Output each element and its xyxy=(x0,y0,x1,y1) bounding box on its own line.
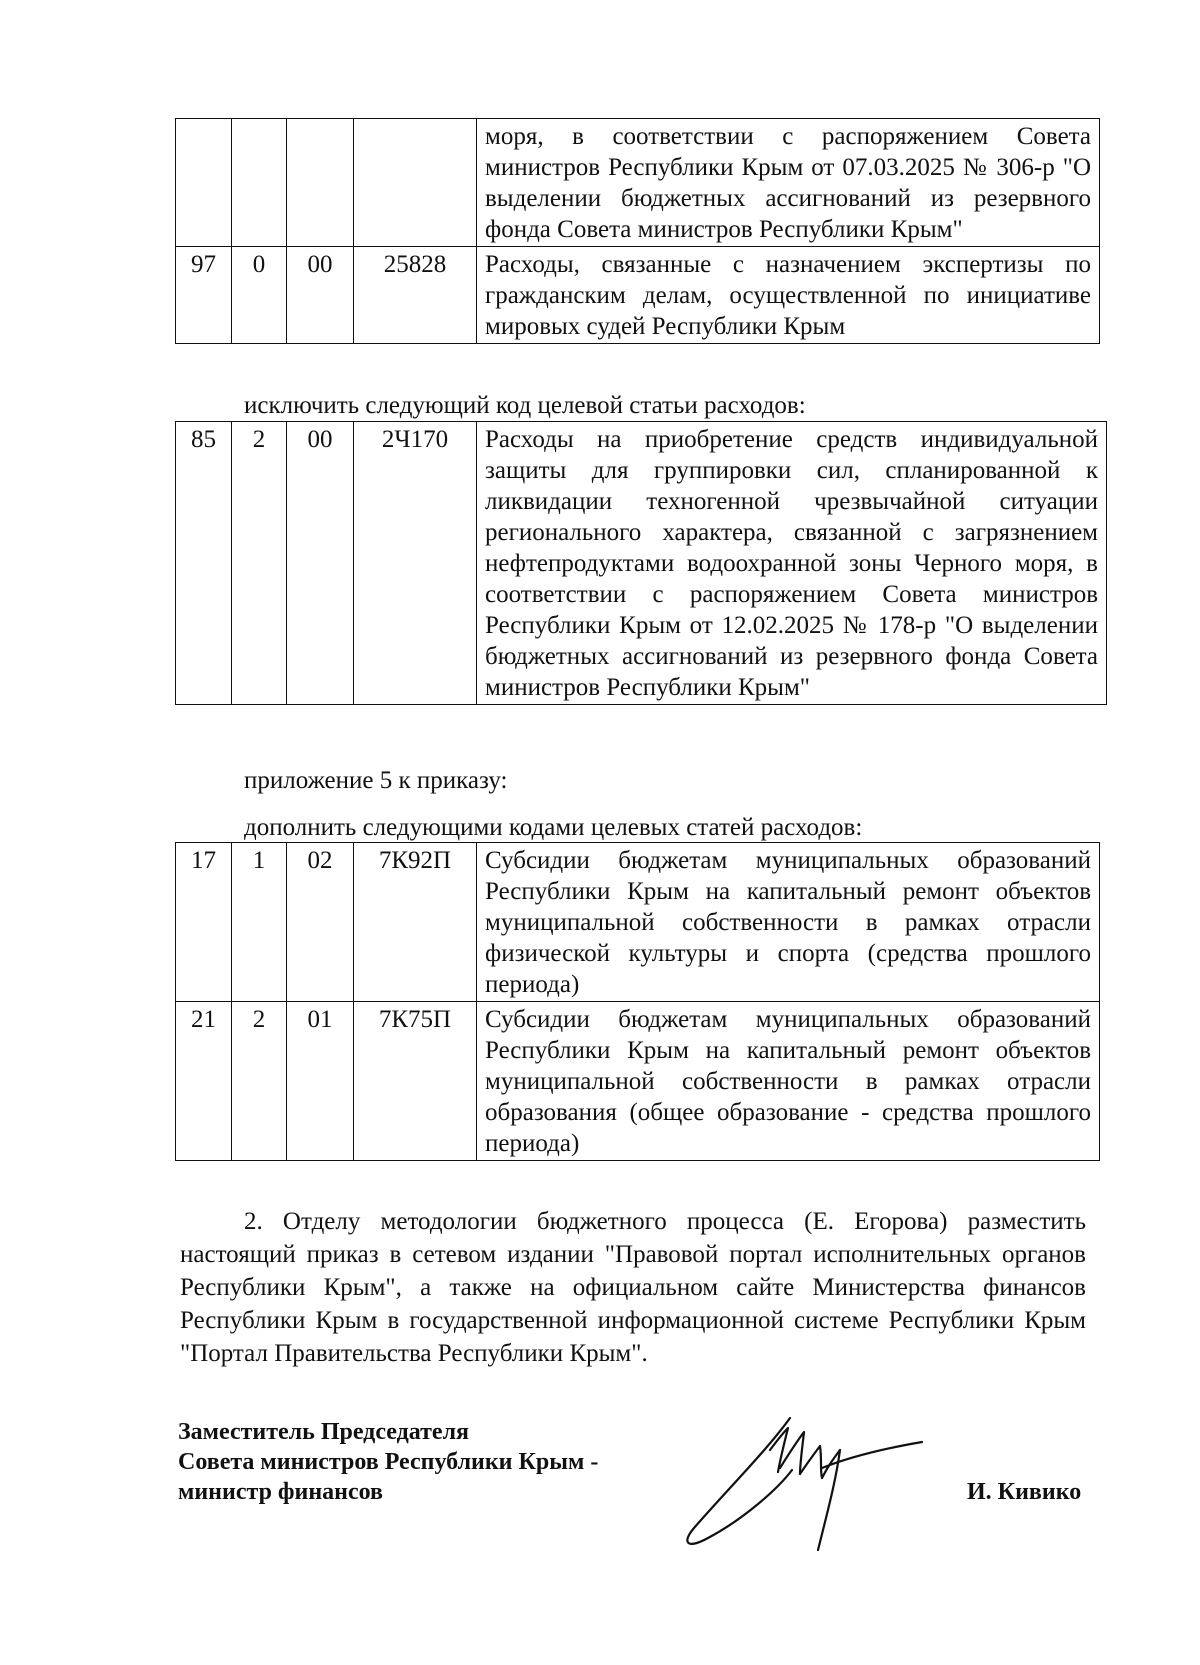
code-cell-subprogram: 2 xyxy=(232,422,287,705)
add-heading: дополнить следующими кодами целевых статей расходов: xyxy=(244,814,863,841)
description-cell: Расходы, связанные с назначением экспертизы по гражданским делам, осуществленной по инициативе мировых судей Республики Крым xyxy=(477,247,1100,344)
code-cell-program xyxy=(176,119,232,247)
code-cell-event: 00 xyxy=(287,247,354,344)
code-cell-direction: 7К75П xyxy=(354,1002,477,1161)
code-cell-event: 00 xyxy=(287,422,354,705)
table-row xyxy=(176,422,1107,705)
table-row xyxy=(176,1002,1100,1161)
code-cell-subprogram: 0 xyxy=(232,247,287,344)
handwritten-signature xyxy=(672,1410,932,1560)
code-cell-subprogram: 2 xyxy=(232,1002,287,1161)
signatory-title-line: Совета министров Республики Крым - xyxy=(178,1449,599,1475)
code-cell-direction: 2Ч170 xyxy=(354,422,477,705)
signatory-title-line: министр финансов xyxy=(178,1479,384,1505)
code-cell-subprogram xyxy=(232,119,287,247)
code-cell-event xyxy=(287,119,354,247)
description-cell: Расходы на приобретение средств индивидуальной защиты для группировки сил, спланированной к ликвидации техногенной чрезвычайной ситуации регионального характера, связанной с загрязнением нефтепродуктами водоохранной зоны Черного моря, в соответствии с распоряжением Совета министров Республики Крым от 12.02.2025 № 178-р "О выделении бюджетных ассигнований из резервного фонда Совета министров Республики Крым" xyxy=(477,422,1107,705)
signatory-name: И. Кивико xyxy=(967,1479,1082,1505)
code-cell-subprogram: 1 xyxy=(232,843,287,1002)
exclude-heading: исключить следующий код целевой статьи расходов: xyxy=(244,392,806,419)
code-cell-direction xyxy=(354,119,477,247)
description-cell: моря, в соответствии с распоряжением Совета министров Республики Крым от 07.03.2025 № 306-р "О выделении бюджетных ассигнований из резервного фонда Совета министров Республики Крым" xyxy=(477,119,1100,247)
code-cell-event: 01 xyxy=(287,1002,354,1161)
signatory-title-line: Заместитель Председателя xyxy=(178,1419,470,1445)
paragraph-2: 2. Отделу методологии бюджетного процесса (Е. Егорова) разместить настоящий приказ в сетевом издании "Правовой портал исполнительных органов Республики Крым", а также на официальном сайте Министерства финансов Республики Крым в государственной информационной системе Республики Крым "Портал Правительства Республики Крым". xyxy=(180,1208,1086,1367)
code-cell-program: 85 xyxy=(176,422,232,705)
codes-table-exclude xyxy=(175,421,1107,705)
table-row xyxy=(176,119,1100,247)
codes-table-add xyxy=(175,842,1100,1161)
table-row xyxy=(176,247,1100,344)
description-cell: Субсидии бюджетам муниципальных образований Республики Крым на капитальный ремонт объектов муниципальной собственности в рамках отрасли физической культуры и спорта (средства прошлого периода) xyxy=(477,843,1100,1002)
appendix-heading: приложение 5 к приказу: xyxy=(244,767,508,794)
code-cell-event: 02 xyxy=(287,843,354,1002)
code-cell-direction: 25828 xyxy=(354,247,477,344)
codes-table-continuation xyxy=(175,118,1100,344)
code-cell-program: 17 xyxy=(176,843,232,1002)
description-cell: Субсидии бюджетам муниципальных образований Республики Крым на капитальный ремонт объектов муниципальной собственности в рамках отрасли образования (общее образование - средства прошлого периода) xyxy=(477,1002,1100,1161)
code-cell-direction: 7К92П xyxy=(354,843,477,1002)
table-row xyxy=(176,843,1100,1002)
code-cell-program: 21 xyxy=(176,1002,232,1161)
signatory-title xyxy=(178,1417,598,1507)
code-cell-program: 97 xyxy=(176,247,232,344)
